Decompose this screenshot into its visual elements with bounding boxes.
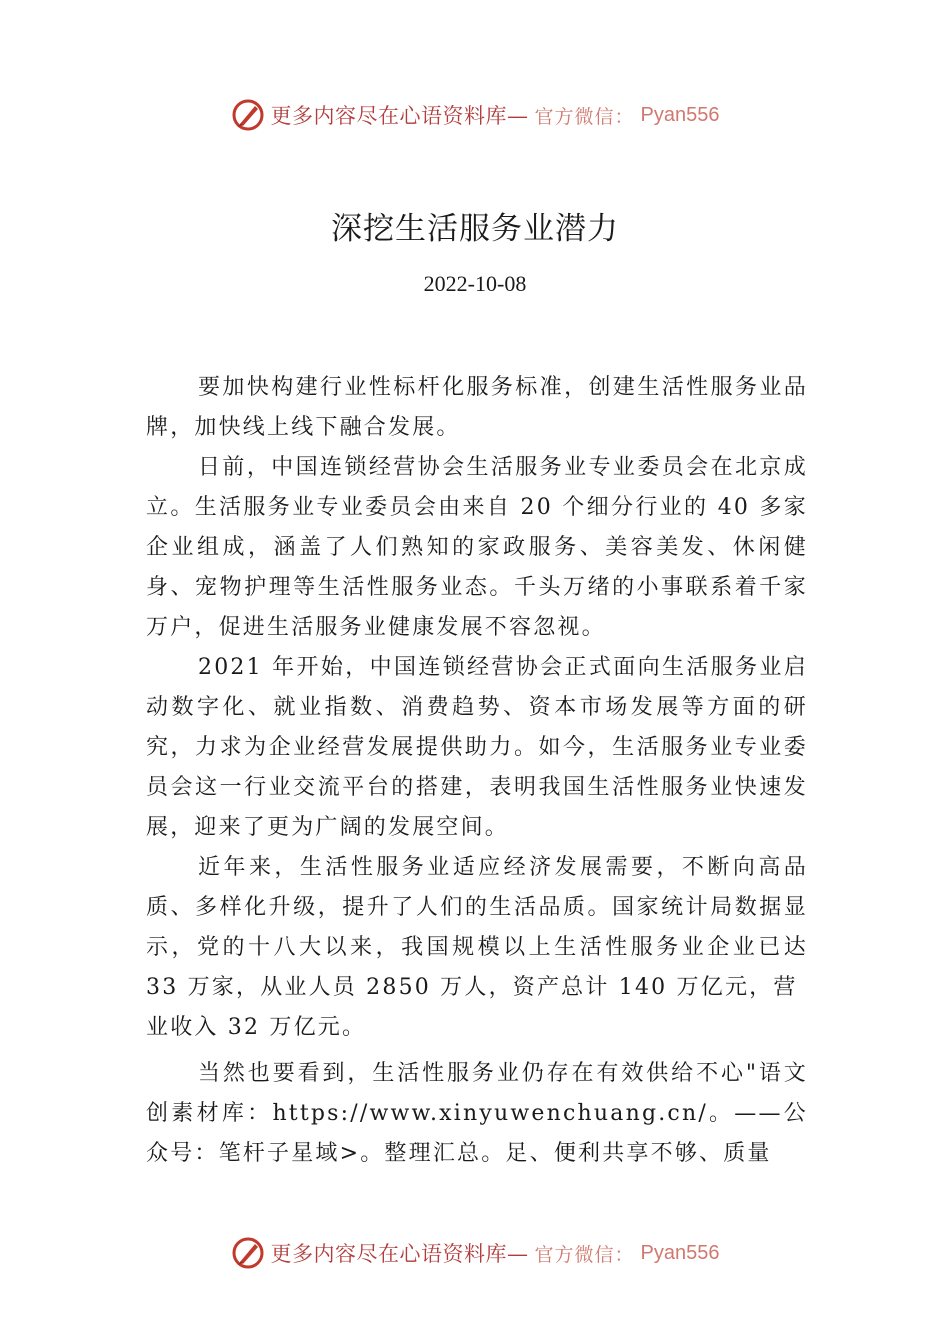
watermark-banner-top bbox=[0, 95, 950, 135]
watermark-wechat-id: Pyan556 bbox=[640, 1241, 720, 1264]
watermark-wechat-id: Pyan556 bbox=[640, 103, 720, 126]
paragraph-3: 2021 年开始，中国连锁经营协会正式面向生活服务业启动数字化、就业指数、消费趋势、资本市场发展等方面的研究，力求为企业经营发展提供助力。如今，生活服务业专业委员会这一行业交流平台的搭建，表明我国生活性服务业快速发展，迎来了更为广阔的发展空间。 bbox=[146, 655, 808, 840]
quill-logo-icon bbox=[231, 1236, 265, 1270]
quill-logo-icon bbox=[231, 98, 265, 132]
paragraph-4: 近年来，生活性服务业适应经济发展需要，不断向高品质、多样化升级，提升了人们的生活品质。国家统计局数据显示，党的十八大以来，我国规模以上生活性服务业企业已达 33 万家，从业人员 2850 万人，资产总计 140 万亿元，营 bbox=[146, 855, 808, 1000]
watermark-brand-text: 更多内容尽在心语资料库— bbox=[270, 104, 529, 128]
article-body bbox=[146, 368, 808, 1174]
article-date: 2022-10-08 bbox=[423, 271, 527, 296]
article-title: 深挖生活服务业潜力 bbox=[331, 211, 619, 247]
watermark-label: 官方微信： bbox=[534, 1243, 635, 1266]
paragraph-4-continued: 业收入 32 万亿元。 bbox=[146, 1015, 367, 1040]
watermark-brand-text: 更多内容尽在心语资料库— bbox=[270, 1242, 529, 1266]
paragraph-1: 要加快构建行业性标杆化服务标准，创建生活性服务业品牌，加快线上线下融合发展。 bbox=[146, 375, 808, 440]
watermark-banner-bottom bbox=[0, 1233, 950, 1273]
paragraph-2: 日前，中国连锁经营协会生活服务业专业委员会在北京成立。生活服务业专业委员会由来自 20 个细分行业的 40 多家企业组成，涵盖了人们熟知的家政服务、美容美发、休闲健身、宠物护理等生活性服务业态。千头万绪的小事联系着千家万户，促进生活服务业健康发展不容忽视。 bbox=[146, 455, 808, 640]
paragraph-5: 当然也要看到，生活性服务业仍存在有效供给不心"语文创素材库：https://www.xinyuwenchuang.cn/。——公众号：笔杆子星域>。整理汇总。足、便利共享不够、质量 bbox=[146, 1061, 808, 1166]
watermark-label: 官方微信： bbox=[534, 105, 635, 128]
